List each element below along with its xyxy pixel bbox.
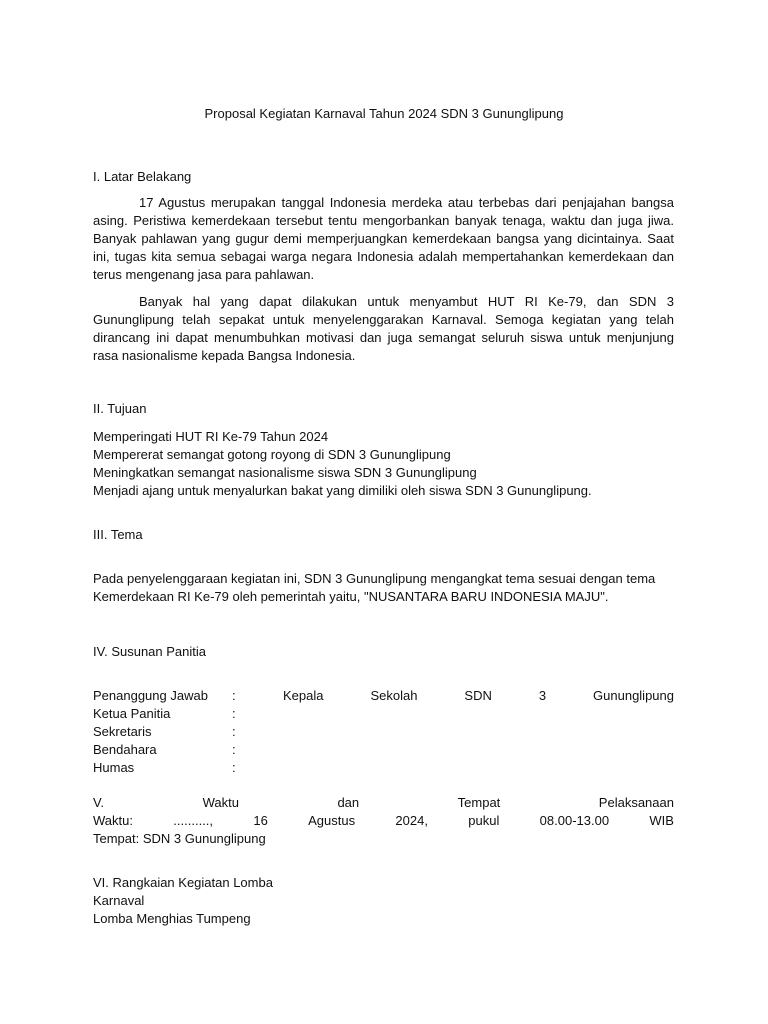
panitia-value-word: Kepala [283, 688, 324, 703]
paragraph-2: Banyak hal yang dapat dilakukan untuk menyambut HUT RI Ke-79, dan SDN 3 Gununglipung telah sepakat untuk menyelenggarakan Karnaval. Semoga kegiatan yang telah dirancang ini dapat menumbuhkan motivasi dan juga semangat seluruh siswa untuk menjunjung rasa nasionalisme kepada Bangsa Indonesia. [93, 294, 674, 363]
panitia-row [93, 687, 674, 705]
panitia-label: Ketua Panitia [93, 706, 171, 721]
section-rangkaian-heading: VI. Rangkaian Kegiatan Lomba [93, 875, 273, 890]
panitia-label: Humas [93, 760, 135, 775]
tujuan-item: Meningkatkan semangat nasionalisme siswa SDN 3 Gununglipung [93, 465, 477, 480]
panitia-colon: : [232, 760, 236, 775]
panitia-value-word: SDN [464, 688, 492, 703]
waktu-word: Agustus [308, 813, 356, 828]
heading-word: Pelaksanaan [598, 795, 674, 810]
tema-text: Pada penyelenggaraan kegiatan ini, SDN 3 Gununglipung mengangkat tema sesuai dengan tema Kemerdekaan RI Ke-79 oleh pemerintah yaitu, "NUSANTARA BARU INDONESIA MAJU". [93, 571, 656, 604]
tujuan-list [93, 428, 674, 500]
waktu-word: 08.00-13.00 [539, 813, 610, 828]
document-title: Proposal Kegiatan Karnaval Tahun 2024 SDN 3 Gununglipung [204, 106, 564, 121]
panitia-row [93, 741, 674, 759]
panitia-value-word: Sekolah [370, 688, 418, 703]
waktu-word: .........., [173, 813, 214, 828]
heading-word: Tempat [457, 795, 501, 810]
section-waktu-tempat [93, 794, 674, 848]
section-tema-heading: III. Tema [93, 527, 143, 542]
section-panitia-heading: IV. Susunan Panitia [93, 644, 206, 659]
panitia-row [93, 705, 674, 723]
panitia-row [93, 759, 674, 777]
tujuan-item: Menjadi ajang untuk menyalurkan bakat yang dimiliki oleh siswa SDN 3 Gununglipung. [93, 483, 592, 498]
section-latar-belakang-heading: I. Latar Belakang [93, 169, 192, 184]
panitia-label: Penanggung Jawab [93, 688, 208, 703]
waktu-word: WIB [649, 813, 674, 828]
waktu-word: 16 [253, 813, 268, 828]
panitia-table [93, 687, 674, 777]
section-latar-belakang-body [93, 194, 674, 365]
waktu-word: Waktu: [93, 813, 133, 828]
heading-word: Waktu [202, 795, 239, 810]
rangkaian-item: Lomba Menghias Tumpeng [93, 911, 251, 926]
heading-word: V. [93, 795, 105, 810]
panitia-colon: : [232, 688, 236, 703]
panitia-label: Bendahara [93, 742, 157, 757]
panitia-value [252, 687, 674, 705]
panitia-colon: : [232, 742, 236, 757]
tempat-line: Tempat: SDN 3 Gununglipung [93, 831, 266, 846]
panitia-label: Sekretaris [93, 724, 152, 739]
section-waktu-heading [93, 794, 674, 812]
waktu-word: 2024, [395, 813, 428, 828]
section-tujuan-heading: II. Tujuan [93, 401, 147, 416]
panitia-row [93, 723, 674, 741]
rangkaian-item: Karnaval [93, 893, 145, 908]
tujuan-item: Memperingati HUT RI Ke-79 Tahun 2024 [93, 429, 329, 444]
panitia-value-word: Gununglipung [593, 688, 674, 703]
waktu-word: pukul [468, 813, 500, 828]
section-rangkaian [93, 874, 674, 928]
panitia-value-word: 3 [538, 688, 547, 703]
panitia-colon: : [232, 706, 236, 721]
tujuan-item: Mempererat semangat gotong royong di SDN 3 Gununglipung [93, 447, 451, 462]
waktu-line [93, 812, 674, 830]
panitia-colon: : [232, 724, 236, 739]
heading-word: dan [337, 795, 360, 810]
paragraph-1: 17 Agustus merupakan tanggal Indonesia merdeka atau terbebas dari penjajahan bangsa asing. Peristiwa kemerdekaan tersebut tentu mengorbankan banyak tenaga, waktu dan juga jiwa. Banyak pahlawan yang gugur demi memperjuangkan kemerdekaan bangsa yang dicintainya. Saat ini, tugas kita semua sebagai warga negara Indonesia adalah mempertahankan kemerdekaan dan terus mengenang jasa para pahlawan. [93, 195, 674, 282]
